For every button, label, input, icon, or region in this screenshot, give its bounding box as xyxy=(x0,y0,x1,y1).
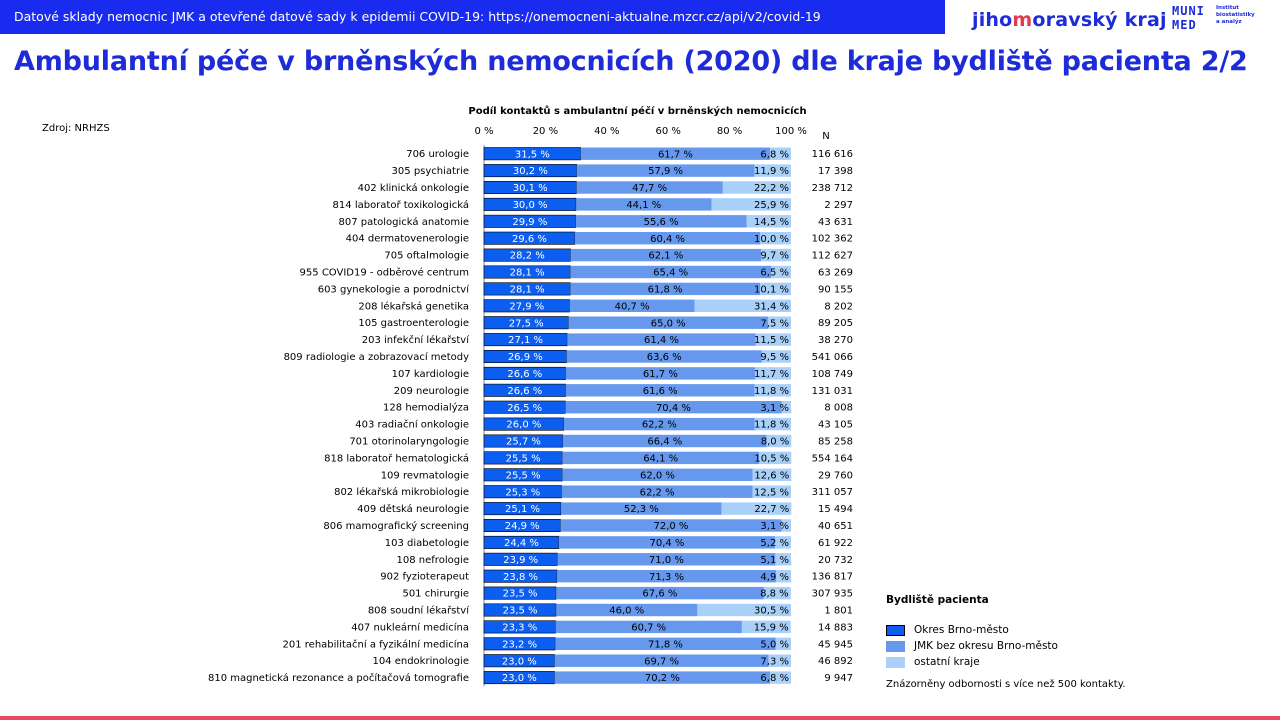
data-label: 25,7 % xyxy=(505,436,541,448)
data-label: 62,0 % xyxy=(639,470,675,482)
data-label: 31,4 % xyxy=(754,301,789,313)
data-label: 27,5 % xyxy=(508,318,544,330)
n-value-label: 40 651 xyxy=(818,521,853,532)
data-label: 25,3 % xyxy=(505,487,541,499)
data-label: 40,7 % xyxy=(614,301,650,313)
banner-text: Datové sklady nemocnic JMK a otevřené datové sady k epidemii COVID-19: https://onemocneni-aktualne.mzcr.cz/api/v2/covid-19 xyxy=(14,9,821,24)
legend xyxy=(886,594,1058,670)
chart-title: Podíl kontaktů s ambulantní péčí v brněnských nemocnicích xyxy=(468,106,807,117)
n-value-label: 45 945 xyxy=(818,639,853,651)
data-label: 62,2 % xyxy=(641,419,677,431)
n-value-label: 46 892 xyxy=(818,656,853,668)
source-note: Zdroj: NRHZS xyxy=(42,123,110,134)
data-label: 52,3 % xyxy=(623,504,659,516)
legend-label-jmk: JMK bez okresu Brno-město xyxy=(914,640,1058,652)
n-value-label: 61 922 xyxy=(818,537,853,549)
data-label: 5,0 % xyxy=(760,639,789,651)
n-value-label: 238 712 xyxy=(811,183,853,194)
data-label: 4,9 % xyxy=(760,571,789,583)
data-label: 70,4 % xyxy=(649,538,685,549)
data-label: 5,2 % xyxy=(760,538,789,549)
n-value-label: 43 631 xyxy=(818,216,853,228)
data-label: 10,1 % xyxy=(754,284,789,296)
data-label: 27,9 % xyxy=(509,301,545,313)
data-label: 30,5 % xyxy=(754,605,789,617)
category-label: 706 urologie xyxy=(406,149,469,161)
data-label: 5,1 % xyxy=(760,554,789,566)
iba-logo-line-3: a analýz xyxy=(1216,19,1242,25)
category-label: 104 endokrinologie xyxy=(372,656,469,668)
category-label: 203 infekční lékařství xyxy=(361,335,469,347)
n-value-label: 43 105 xyxy=(818,419,853,431)
data-label: 10,0 % xyxy=(754,233,789,245)
legend-swatch-jmk xyxy=(886,641,905,652)
category-label: 705 oftalmologie xyxy=(384,250,469,262)
data-label: 57,9 % xyxy=(648,166,684,178)
data-label: 7,5 % xyxy=(760,318,789,330)
n-value-label: 29 760 xyxy=(818,470,853,482)
x-tick-label: 100 % xyxy=(775,126,807,137)
page-title: Ambulantní péče v brněnských nemocnicích (2020) dle kraje bydliště pacienta 2/2 xyxy=(14,46,1248,77)
data-label: 6,5 % xyxy=(760,267,789,279)
category-label: 305 psychiatrie xyxy=(391,166,469,178)
category-label: 402 klinická onkologie xyxy=(357,183,469,194)
category-label: 103 diabetologie xyxy=(384,537,469,549)
legend-item-brno xyxy=(886,622,1058,638)
category-label: 409 dětská neurologie xyxy=(357,504,469,516)
data-label: 69,7 % xyxy=(644,656,680,668)
data-label: 70,4 % xyxy=(655,402,691,414)
data-label: 31,5 % xyxy=(514,149,550,161)
jmk-logo-part-1: jiho xyxy=(972,9,1013,31)
n-value-label: 311 057 xyxy=(811,487,853,499)
data-label: 10,5 % xyxy=(754,453,790,465)
data-label: 9,7 % xyxy=(760,250,789,262)
n-value-label: 131 031 xyxy=(811,385,853,397)
legend-label-other: ostatní kraje xyxy=(914,656,980,668)
iba-logo-line-2: biostatistiky xyxy=(1216,12,1255,18)
data-label: 15,9 % xyxy=(753,622,789,634)
data-label: 26,5 % xyxy=(507,402,543,414)
data-label: 24,9 % xyxy=(504,521,540,533)
data-label: 47,7 % xyxy=(632,183,668,195)
data-label: 29,9 % xyxy=(512,216,548,228)
data-label: 24,4 % xyxy=(503,538,539,549)
data-label: 66,4 % xyxy=(647,436,683,448)
data-label: 28,2 % xyxy=(509,250,545,262)
data-label: 25,1 % xyxy=(505,504,541,516)
data-label: 64,1 % xyxy=(643,453,679,465)
data-label: 12,6 % xyxy=(754,470,790,482)
n-value-label: 1 801 xyxy=(824,605,853,617)
category-label: 403 radiační onkologie xyxy=(355,419,469,431)
category-label: 404 dermatovenerologie xyxy=(345,233,469,245)
category-label: 818 laboratoř hematologická xyxy=(324,453,469,465)
category-label: 814 laboratoř toxikologická xyxy=(332,199,469,211)
category-label: 807 patologická anatomie xyxy=(338,216,469,228)
category-label: 108 nefrologie xyxy=(396,554,469,566)
data-label: 61,7 % xyxy=(642,369,678,380)
data-label: 23,9 % xyxy=(503,554,539,566)
category-label: 701 otorinolaryngologie xyxy=(349,436,469,448)
n-value-label: 8 008 xyxy=(824,402,853,414)
category-label: 802 lékařská mikrobiologie xyxy=(334,487,469,499)
data-label: 29,6 % xyxy=(511,233,547,245)
data-label: 61,6 % xyxy=(642,385,678,397)
category-label: 955 COVID19 - odběrové centrum xyxy=(299,267,469,279)
data-label: 8,8 % xyxy=(760,588,789,600)
category-label: 806 mamografický screening xyxy=(323,521,469,532)
n-value-label: 2 297 xyxy=(824,199,853,211)
jmk-logo-part-3: oravský kraj xyxy=(1032,9,1167,31)
data-label: 26,0 % xyxy=(506,419,542,431)
data-label: 61,8 % xyxy=(647,284,683,296)
data-label: 27,1 % xyxy=(508,335,544,347)
data-label: 8,0 % xyxy=(760,436,790,448)
data-label: 23,0 % xyxy=(501,656,537,668)
data-label: 14,5 % xyxy=(754,216,789,228)
category-label: 603 gynekologie a porodnictví xyxy=(317,284,469,296)
data-label: 46,0 % xyxy=(609,605,645,617)
data-label: 65,4 % xyxy=(653,267,689,279)
data-label: 65,0 % xyxy=(650,318,686,330)
data-label: 28,1 % xyxy=(509,267,545,279)
data-label: 67,6 % xyxy=(642,588,678,600)
data-label: 60,7 % xyxy=(631,622,667,634)
n-value-label: 8 202 xyxy=(824,301,853,313)
category-label: 201 rehabilitační a fyzikální medicína xyxy=(282,639,469,651)
data-label: 62,1 % xyxy=(648,250,684,262)
legend-item-other xyxy=(886,654,1058,670)
n-value-label: 14 883 xyxy=(818,622,853,634)
legend-swatch-other xyxy=(886,657,905,668)
n-value-label: 541 066 xyxy=(811,352,853,363)
category-label: 209 neurologie xyxy=(393,385,469,397)
category-label: 902 fyzioterapeut xyxy=(380,571,469,583)
data-label: 7,3 % xyxy=(760,656,789,668)
data-label: 71,3 % xyxy=(649,571,684,583)
n-value-label: 89 205 xyxy=(818,318,853,330)
data-label: 62,2 % xyxy=(639,487,675,499)
n-column-header: N xyxy=(822,131,830,142)
data-label: 61,4 % xyxy=(643,335,679,347)
category-label: 128 hemodialýza xyxy=(383,402,469,414)
data-label: 26,9 % xyxy=(507,352,543,364)
data-label: 55,6 % xyxy=(643,216,679,228)
data-label: 23,5 % xyxy=(502,588,538,600)
jmk-logo-part-2: m xyxy=(1012,9,1033,31)
category-label: 407 nukleární medicína xyxy=(351,622,469,634)
bottom-accent-line xyxy=(0,716,1280,720)
data-label: 12,5 % xyxy=(754,487,789,499)
data-label: 11,8 % xyxy=(754,419,789,431)
footnote: Znázorněny odbornosti s více než 500 kontakty. xyxy=(886,679,1126,690)
data-label: 3,1 % xyxy=(760,521,789,533)
legend-label-brno: Okres Brno-město xyxy=(914,624,1009,636)
muni-logo-line-1: MUNI xyxy=(1172,4,1205,18)
n-value-label: 136 817 xyxy=(811,571,853,583)
x-tick-label: 60 % xyxy=(655,126,681,137)
data-label: 25,5 % xyxy=(505,453,541,465)
data-label: 30,1 % xyxy=(512,183,548,195)
n-value-label: 9 947 xyxy=(824,673,853,685)
iba-logo-line-1: Institut xyxy=(1216,5,1239,11)
data-label: 3,1 % xyxy=(760,402,789,414)
data-label: 72,0 % xyxy=(653,521,689,533)
legend-title: Bydliště pacienta xyxy=(886,594,989,606)
data-label: 25,5 % xyxy=(505,470,541,482)
x-tick-label: 20 % xyxy=(532,126,559,137)
data-label: 23,5 % xyxy=(502,605,538,617)
data-label: 23,3 % xyxy=(502,622,538,634)
n-value-label: 63 269 xyxy=(818,267,853,279)
data-label: 6,8 % xyxy=(760,673,789,685)
x-tick-label: 0 % xyxy=(474,126,494,137)
n-value-label: 17 398 xyxy=(818,166,853,178)
n-value-label: 554 164 xyxy=(811,453,853,465)
legend-item-jmk xyxy=(886,638,1058,654)
data-label: 60,4 % xyxy=(650,233,686,245)
data-label: 22,2 % xyxy=(754,183,789,195)
n-value-label: 112 627 xyxy=(811,250,853,262)
category-label: 208 lékařská genetika xyxy=(358,301,469,313)
data-label: 23,0 % xyxy=(501,673,537,685)
n-value-label: 85 258 xyxy=(818,436,853,448)
category-label: 109 revmatologie xyxy=(380,470,469,482)
n-value-label: 307 935 xyxy=(811,588,853,600)
data-label: 28,1 % xyxy=(509,284,545,296)
data-label: 22,7 % xyxy=(754,504,790,516)
data-label: 70,2 % xyxy=(644,673,680,685)
n-value-label: 116 616 xyxy=(811,149,853,161)
category-label: 810 magnetická rezonance a počítačová tomografie xyxy=(207,673,469,685)
category-label: 808 soudní lékařství xyxy=(367,605,469,617)
n-value-label: 15 494 xyxy=(818,504,853,516)
n-value-label: 90 155 xyxy=(818,284,853,296)
data-label: 11,5 % xyxy=(754,335,789,347)
data-label: 71,8 % xyxy=(647,639,683,651)
data-label: 71,0 % xyxy=(648,554,684,566)
n-value-label: 108 749 xyxy=(811,368,853,380)
category-label: 107 kardiologie xyxy=(391,368,469,380)
data-label: 6,8 % xyxy=(760,149,789,161)
category-label: 105 gastroenterologie xyxy=(358,318,469,330)
data-label: 11,8 % xyxy=(754,385,789,397)
muni-logo-line-2: MED xyxy=(1172,18,1197,32)
n-value-label: 20 732 xyxy=(818,554,853,566)
data-label: 30,2 % xyxy=(512,166,548,178)
data-label: 25,9 % xyxy=(754,200,789,211)
data-label: 63,6 % xyxy=(646,352,682,364)
data-label: 11,7 % xyxy=(754,369,789,380)
x-tick-label: 40 % xyxy=(594,126,620,137)
n-value-label: 102 362 xyxy=(811,233,853,245)
n-value-label: 38 270 xyxy=(818,335,853,347)
data-label: 23,2 % xyxy=(502,639,538,651)
data-label: 26,6 % xyxy=(507,385,543,397)
data-label: 30,0 % xyxy=(512,200,548,211)
data-label: 26,6 % xyxy=(507,369,543,380)
x-tick-label: 80 % xyxy=(716,126,743,137)
data-label: 9,5 % xyxy=(760,352,789,364)
data-label: 23,8 % xyxy=(503,571,539,583)
category-label: 501 chirurgie xyxy=(402,588,469,600)
data-label: 11,9 % xyxy=(754,166,789,178)
data-label: 44,1 % xyxy=(626,200,662,211)
data-label: 61,7 % xyxy=(657,149,693,161)
category-label: 809 radiologie a zobrazovací metody xyxy=(283,352,469,363)
legend-swatch-brno xyxy=(886,625,905,636)
